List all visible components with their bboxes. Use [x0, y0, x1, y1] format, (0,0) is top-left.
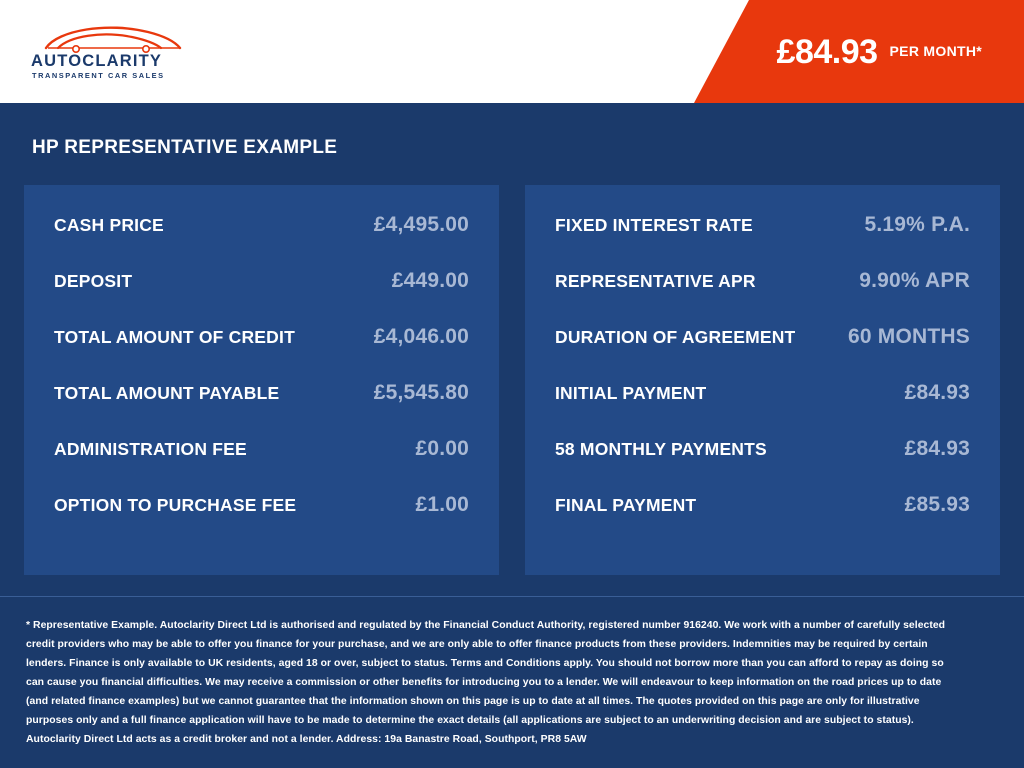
row-label: FINAL PAYMENT	[555, 495, 697, 515]
finance-panel-right	[525, 185, 1000, 575]
table-row	[555, 493, 970, 549]
table-row	[54, 493, 469, 549]
table-row	[54, 437, 469, 493]
table-row	[54, 325, 469, 381]
row-value: £5,545.80	[373, 381, 469, 404]
monthly-price-amount: £84.93	[776, 32, 878, 71]
row-label: DURATION OF AGREEMENT	[555, 327, 796, 347]
row-value: £4,046.00	[373, 325, 469, 348]
row-value: £84.93	[904, 381, 970, 404]
row-value: 60 MONTHS	[848, 325, 970, 348]
row-value: £1.00	[415, 493, 469, 516]
logo-wordmark: AUTOCLARITY	[31, 52, 163, 70]
logo-tagline: TRANSPARENT CAR SALES	[32, 71, 165, 80]
row-value: £85.93	[904, 493, 970, 516]
page-header	[0, 0, 1024, 103]
table-row	[54, 213, 469, 269]
table-row	[54, 269, 469, 325]
row-value: £0.00	[415, 437, 469, 460]
page-title: HP REPRESENTATIVE EXAMPLE	[32, 137, 338, 158]
row-label: FIXED INTEREST RATE	[555, 215, 753, 235]
table-row	[555, 325, 970, 381]
row-label: TOTAL AMOUNT PAYABLE	[54, 383, 280, 403]
row-value: £449.00	[391, 269, 469, 292]
row-value: 5.19% P.A.	[864, 213, 970, 236]
finance-panel-left	[24, 185, 499, 575]
finance-panels	[24, 185, 1000, 575]
autoclarity-logo	[28, 24, 208, 82]
monthly-price-period: PER MONTH*	[889, 42, 982, 59]
row-label: 58 MONTHLY PAYMENTS	[555, 439, 767, 459]
row-label: REPRESENTATIVE APR	[555, 271, 756, 291]
table-row	[555, 269, 970, 325]
row-label: CASH PRICE	[54, 215, 164, 235]
table-row	[555, 381, 970, 437]
row-value: £84.93	[904, 437, 970, 460]
table-row	[555, 213, 970, 269]
row-label: TOTAL AMOUNT OF CREDIT	[54, 327, 295, 347]
table-row	[555, 437, 970, 493]
table-row	[54, 381, 469, 437]
row-label: ADMINISTRATION FEE	[54, 439, 247, 459]
disclaimer-footer	[0, 596, 1024, 768]
disclaimer-text: * Representative Example. Autoclarity Direct Ltd is authorised and regulated by the Financial Conduct Authority, registered number 916240. We work with a number of carefully selected credit providers who may be able to offer you finance for your purchase, and we are only able to offer finance products from these providers. Indemnities may be required by certain lenders. Finance is only available to UK residents, aged 18 or over, subject to status. Terms and Conditions apply. You should not borrow more than you can afford to repay as doing so can cause you financial difficulties. We may receive a commission or other benefits for introducing you to a lender. We will endeavour to keep information on the road prices up to date (and related finance examples) but we cannot guarantee that the information shown on this page is up to date at all times. The quotes provided on this page are only for illustrative purposes only and a full finance application will have to be made to determine the exact details (all applications are subject to an underwriting decision and are subject to status). Autoclarity Direct Ltd acts as a credit broker and not a lender. Address: 19a Banastre Road, Southport, PR8 5AW	[26, 620, 946, 745]
row-label: OPTION TO PURCHASE FEE	[54, 495, 297, 515]
row-value: £4,495.00	[373, 213, 469, 236]
main-content	[0, 103, 1024, 575]
row-label: INITIAL PAYMENT	[555, 383, 707, 403]
price-banner	[694, 0, 1024, 103]
row-label: DEPOSIT	[54, 271, 133, 291]
row-value: 9.90% APR	[859, 269, 970, 292]
